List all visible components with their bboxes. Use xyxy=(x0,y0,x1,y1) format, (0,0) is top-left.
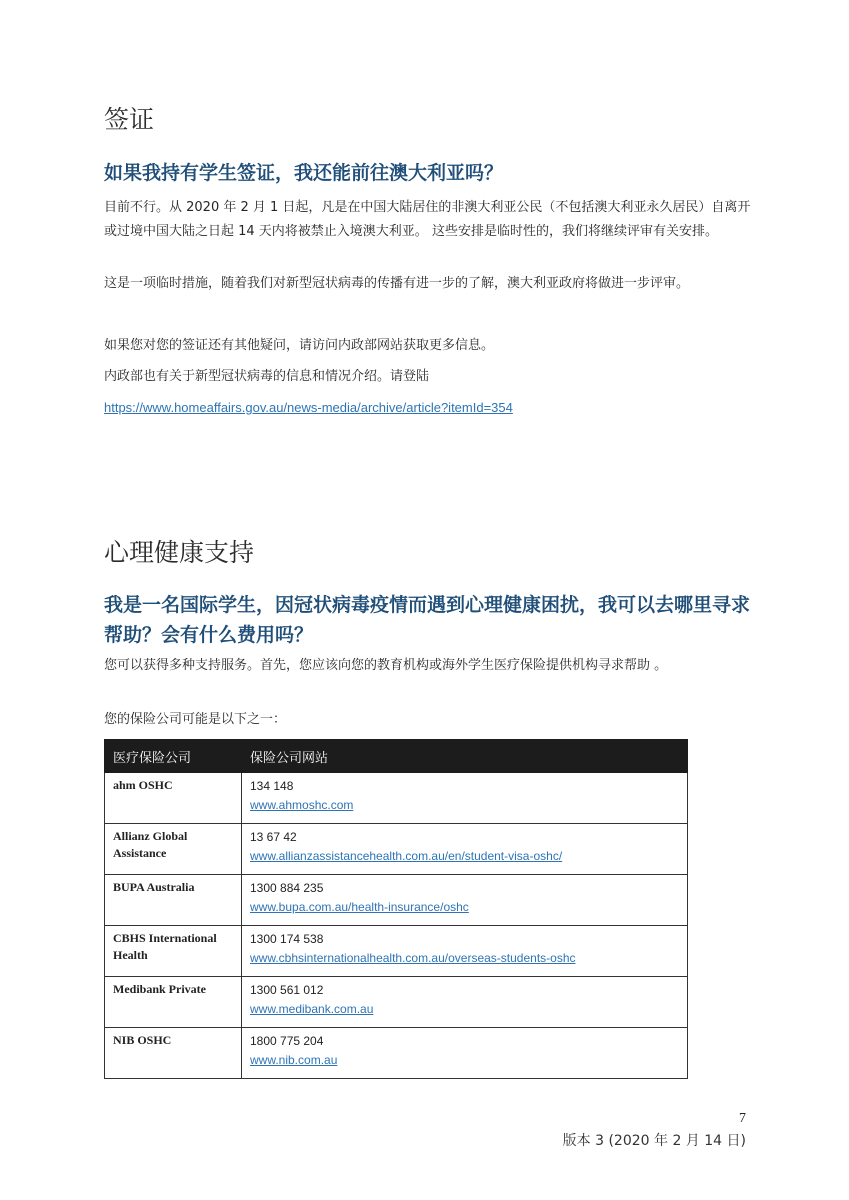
insurer-website-link[interactable]: www.bupa.com.au/health-insurance/oshc xyxy=(250,900,469,914)
visa-paragraph-1: 目前不行。从 2020 年 2 月 1 日起，凡是在中国大陆居住的非澳大利亚公民（不包括澳大利亚永久居民）自离开或过境中国大陆之日起 14 天内将被禁止入境澳大利亚。 这些安排是临时性的，我们将继续评审有关安排。 xyxy=(104,200,751,239)
visa-heading: 签证 xyxy=(104,105,155,134)
mental-health-question: 我是一名国际学生，因冠状病毒疫情而遇到心理健康困扰，我可以去哪里寻求帮助？会有什么费用吗？ xyxy=(104,594,751,646)
insurer-contact xyxy=(242,875,688,926)
insurer-contact xyxy=(242,773,688,824)
page-number: 7 xyxy=(739,1111,746,1126)
visa-question: 如果我持有学生签证，我还能前往澳大利亚吗？ xyxy=(104,162,504,184)
insurer-name: Allianz Global Assistance xyxy=(105,824,242,875)
visa-link-line xyxy=(104,396,752,421)
table-row xyxy=(105,875,688,926)
insurer-phone: 1800 775 204 xyxy=(250,1034,324,1048)
table-header-row xyxy=(105,740,688,773)
insurer-name: Medibank Private xyxy=(105,977,242,1028)
table-row xyxy=(105,824,688,875)
visa-paragraph-3: 如果您对您的签证还有其他疑问，请访问内政部网站获取更多信息。 xyxy=(104,338,495,353)
table-header-insurer: 医疗保险公司 xyxy=(105,740,242,773)
insurer-name: BUPA Australia xyxy=(105,875,242,926)
visa-paragraph-4: 内政部也有关于新型冠状病毒的信息和情况介绍。请登陆 xyxy=(104,369,430,384)
table-header-website: 保险公司网站 xyxy=(242,740,688,773)
insurer-website-link[interactable]: www.ahmoshc.com xyxy=(250,798,354,812)
insurer-website-link[interactable]: www.nib.com.au xyxy=(250,1053,338,1067)
table-row xyxy=(105,773,688,824)
insurer-contact xyxy=(242,977,688,1028)
insurer-phone: 1300 884 235 xyxy=(250,881,324,895)
insurer-contact xyxy=(242,926,688,977)
table-row xyxy=(105,1028,688,1079)
insurer-phone: 134 148 xyxy=(250,779,294,793)
insurer-contact xyxy=(242,824,688,875)
insurance-table xyxy=(104,739,688,1079)
insurer-contact xyxy=(242,1028,688,1079)
mental-paragraph-2: 您的保险公司可能是以下之一： xyxy=(104,712,287,727)
homeaffairs-link[interactable]: https://www.homeaffairs.gov.au/news-media/archive/article?itemId=354 xyxy=(104,400,513,415)
insurer-phone: 13 67 42 xyxy=(250,830,297,844)
mental-paragraph-1: 您可以获得多种支持服务。首先，您应该向您的教育机构或海外学生医疗保险提供机构寻求帮助 。 xyxy=(104,658,668,673)
insurer-name: ahm OSHC xyxy=(105,773,242,824)
insurer-website-link[interactable]: www.allianzassistancehealth.com.au/en/student-visa-oshc/ xyxy=(250,849,563,863)
insurer-website-link[interactable]: www.medibank.com.au xyxy=(250,1002,374,1016)
table-row xyxy=(105,977,688,1028)
insurer-name: CBHS International Health xyxy=(105,926,242,977)
insurer-phone: 1300 561 012 xyxy=(250,983,324,997)
visa-paragraph-2: 这是一项临时措施，随着我们对新型冠状病毒的传播有进一步的了解，澳大利亚政府将做进一步评审。 xyxy=(104,276,690,291)
insurer-phone: 1300 174 538 xyxy=(250,932,324,946)
version-footer: 版本 3 (2020 年 2 月 14 日) xyxy=(562,1133,746,1149)
insurer-website-link[interactable]: www.cbhsinternationalhealth.com.au/overseas-students-oshc xyxy=(250,951,576,965)
insurer-name: NIB OSHC xyxy=(105,1028,242,1079)
mental-health-heading: 心理健康支持 xyxy=(104,538,255,567)
table-row xyxy=(105,926,688,977)
